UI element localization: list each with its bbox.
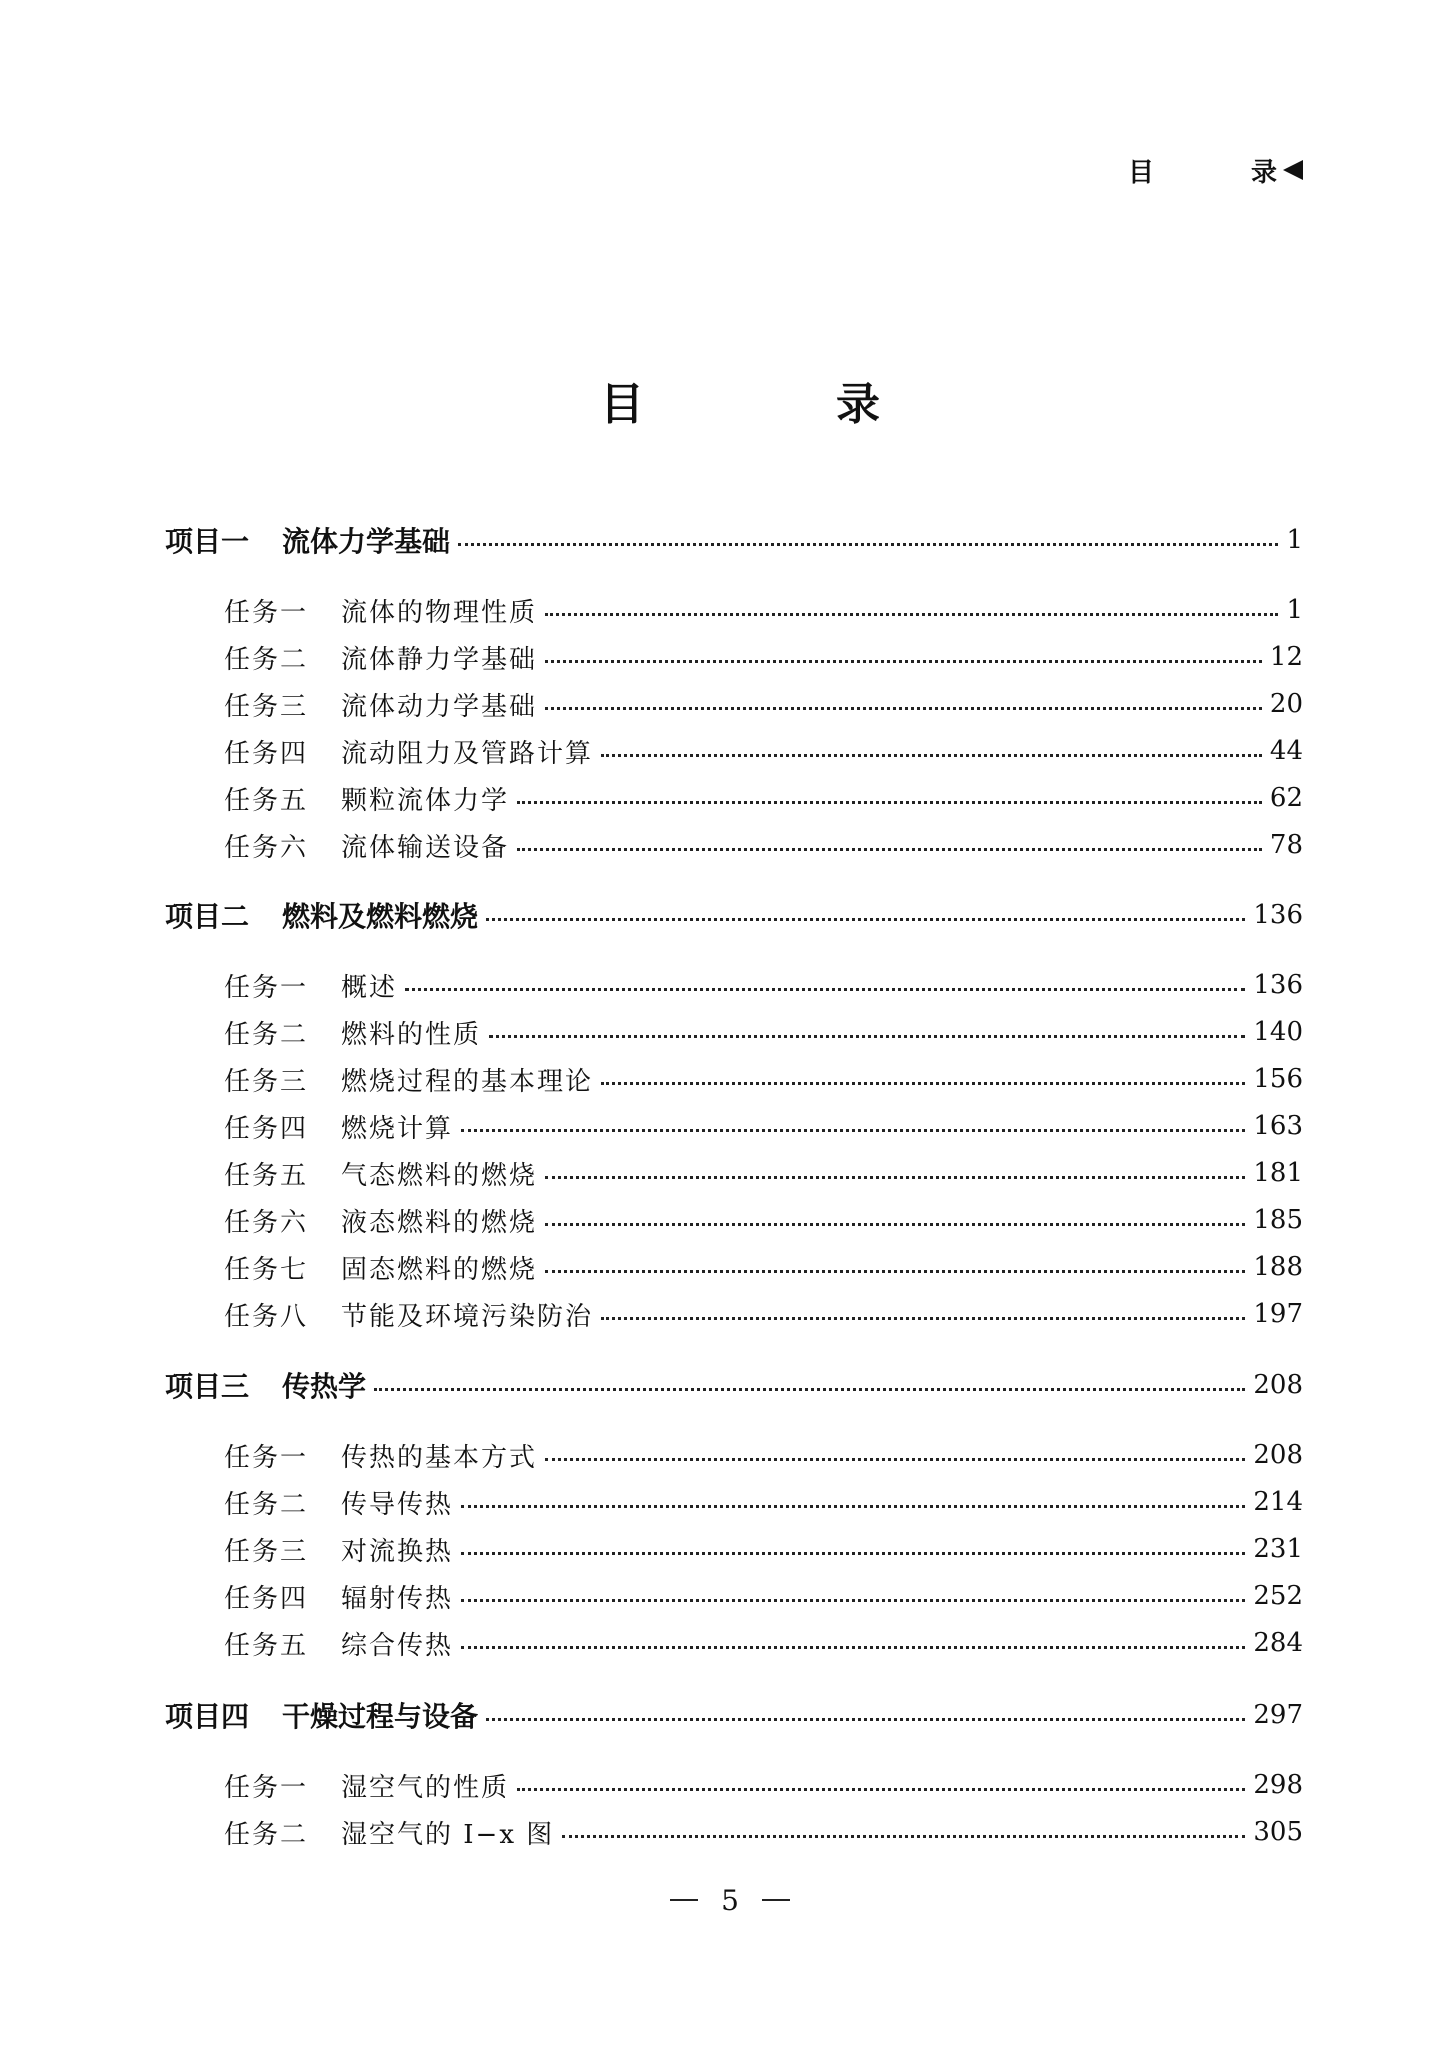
toc-leader-dots — [517, 848, 1262, 851]
toc-task-row[interactable] — [0, 1200, 1449, 1240]
toc-task-page: 208 — [1253, 1440, 1303, 1470]
toc-leader-dots — [486, 1718, 1245, 1721]
page-title-right: 录 — [836, 379, 880, 430]
toc-task-page: 185 — [1253, 1205, 1303, 1235]
toc-task-page: 20 — [1269, 689, 1303, 719]
toc-project-label — [165, 1695, 478, 1735]
page-title-left: 目 — [600, 379, 644, 430]
toc-task-number: 任务七 — [224, 1254, 309, 1285]
toc-task-title: 传热的基本方式 — [341, 1442, 538, 1473]
toc-project-page: 136 — [1253, 900, 1303, 930]
toc-leader-dots — [545, 1458, 1245, 1461]
toc-task-page: 156 — [1253, 1064, 1303, 1094]
toc-task-page: 62 — [1269, 783, 1303, 813]
toc-task-row[interactable] — [0, 1012, 1449, 1052]
toc-project-title: 干燥过程与设备 — [282, 1700, 479, 1733]
toc-task-label — [224, 1767, 509, 1804]
toc-task-title: 概述 — [341, 972, 398, 1003]
toc-task-title: 燃烧过程的基本理论 — [341, 1066, 594, 1097]
toc-project-row[interactable] — [0, 895, 1449, 935]
toc-task-label — [224, 1625, 453, 1662]
toc-task-row[interactable] — [0, 1294, 1449, 1334]
toc-task-page: 1 — [1286, 595, 1303, 625]
toc-task-label — [224, 1155, 537, 1192]
toc-task-number: 任务六 — [224, 1207, 309, 1238]
toc-task-number: 任务五 — [224, 1630, 309, 1661]
toc-task-row[interactable] — [0, 1247, 1449, 1287]
toc-task-row[interactable] — [0, 1812, 1449, 1852]
toc-leader-dots — [517, 1788, 1245, 1791]
toc-task-label — [224, 592, 537, 629]
toc-task-label — [224, 1202, 537, 1239]
page-number-value: 5 — [721, 1883, 739, 1917]
toc-task-label — [224, 733, 593, 770]
toc-task-page: 140 — [1253, 1017, 1303, 1047]
toc-project-page: 208 — [1253, 1370, 1303, 1400]
toc-task-label — [224, 967, 397, 1004]
toc-task-label — [224, 1061, 593, 1098]
toc-task-page: 12 — [1269, 642, 1303, 672]
toc-project-page: 1 — [1286, 525, 1303, 555]
toc-project-number: 项目二 — [165, 900, 250, 933]
toc-project-row[interactable] — [0, 1695, 1449, 1735]
toc-task-page: 197 — [1253, 1299, 1303, 1329]
toc-task-row[interactable] — [0, 590, 1449, 630]
toc-task-number: 任务二 — [224, 644, 309, 675]
toc-task-row[interactable] — [0, 1576, 1449, 1616]
toc-task-label — [224, 780, 509, 817]
page-title — [600, 370, 880, 430]
toc-project-number: 项目一 — [165, 525, 250, 558]
toc-task-page: 163 — [1253, 1111, 1303, 1141]
toc-task-number: 任务二 — [224, 1819, 309, 1850]
toc-task-number: 任务四 — [224, 1113, 309, 1144]
toc-task-row[interactable] — [0, 637, 1449, 677]
toc-project-page: 297 — [1253, 1700, 1303, 1730]
toc-leader-dots — [374, 1388, 1245, 1391]
toc-task-number: 任务一 — [224, 1442, 309, 1473]
running-header-left: 目 — [1128, 157, 1155, 188]
toc-leader-dots — [489, 1035, 1245, 1038]
toc-task-number: 任务一 — [224, 597, 309, 628]
toc-task-page: 214 — [1253, 1487, 1303, 1517]
toc-leader-dots — [545, 1270, 1245, 1273]
running-header-right: 录 — [1250, 157, 1277, 188]
toc-task-title: 湿空气的性质 — [341, 1772, 510, 1803]
toc-task-title: 流体静力学基础 — [341, 644, 538, 675]
toc-task-row[interactable] — [0, 778, 1449, 818]
toc-task-title: 固态燃料的燃烧 — [341, 1254, 538, 1285]
toc-leader-dots — [545, 707, 1262, 710]
toc-task-page: 44 — [1269, 736, 1303, 766]
toc-task-page: 78 — [1269, 830, 1303, 860]
toc-task-number: 任务五 — [224, 785, 309, 816]
toc-task-page: 188 — [1253, 1252, 1303, 1282]
toc-task-title: 辐射传热 — [341, 1583, 454, 1614]
toc-task-title: 流体动力学基础 — [341, 691, 538, 722]
toc-task-row[interactable] — [0, 965, 1449, 1005]
toc-task-number: 任务六 — [224, 832, 309, 863]
toc-leader-dots — [517, 801, 1262, 804]
toc-leader-dots — [405, 988, 1245, 991]
toc-task-row[interactable] — [0, 1623, 1449, 1663]
toc-project-label — [165, 520, 450, 560]
triangle-left-icon — [1283, 160, 1303, 180]
toc-project-row[interactable] — [0, 1365, 1449, 1405]
toc-task-label — [224, 1484, 453, 1521]
toc-leader-dots — [545, 660, 1262, 663]
toc-task-page: 298 — [1253, 1770, 1303, 1800]
toc-task-number: 任务二 — [224, 1019, 309, 1050]
toc-leader-dots — [601, 1317, 1245, 1320]
toc-task-page: 252 — [1253, 1581, 1303, 1611]
page-number-dash-left — [670, 1899, 698, 1901]
toc-task-number: 任务三 — [224, 1066, 309, 1097]
toc-leader-dots — [486, 918, 1245, 921]
toc-task-row[interactable] — [0, 1153, 1449, 1193]
page-number — [670, 1880, 790, 1920]
toc-leader-dots — [601, 754, 1262, 757]
running-header — [1128, 150, 1303, 190]
toc-task-title: 燃烧计算 — [341, 1113, 454, 1144]
toc-leader-dots — [461, 1646, 1245, 1649]
toc-leader-dots — [545, 1176, 1245, 1179]
toc-task-title: 颗粒流体力学 — [341, 785, 510, 816]
toc-task-number: 任务三 — [224, 691, 309, 722]
toc-task-label — [224, 1814, 554, 1851]
toc-project-row[interactable] — [0, 520, 1449, 560]
toc-task-page: 181 — [1253, 1158, 1303, 1188]
toc-task-number: 任务五 — [224, 1160, 309, 1191]
toc-task-title: 燃料的性质 — [341, 1019, 482, 1050]
toc-project-number: 项目三 — [165, 1370, 250, 1403]
toc-task-label — [224, 1108, 453, 1145]
toc-leader-dots — [545, 613, 1278, 616]
toc-project-title: 流体力学基础 — [282, 525, 451, 558]
toc-task-title: 流动阻力及管路计算 — [341, 738, 594, 769]
toc-task-number: 任务四 — [224, 738, 309, 769]
toc-task-title: 节能及环境污染防治 — [341, 1301, 594, 1332]
toc-task-number: 任务四 — [224, 1583, 309, 1614]
toc-task-label — [224, 639, 537, 676]
toc-task-label — [224, 1437, 537, 1474]
toc-task-number: 任务八 — [224, 1301, 309, 1332]
toc-task-title: 湿空气的 I−x 图 — [341, 1819, 555, 1850]
toc-leader-dots — [461, 1129, 1245, 1132]
toc-task-number: 任务三 — [224, 1536, 309, 1567]
toc-task-number: 任务二 — [224, 1489, 309, 1520]
toc-task-row[interactable] — [0, 1435, 1449, 1475]
toc-leader-dots — [461, 1552, 1245, 1555]
toc-task-title: 综合传热 — [341, 1630, 454, 1661]
toc-leader-dots — [461, 1599, 1245, 1602]
toc-leader-dots — [562, 1835, 1245, 1838]
toc-task-title: 传导传热 — [341, 1489, 454, 1520]
page-number-dash-right — [762, 1899, 790, 1901]
toc-task-title: 液态燃料的燃烧 — [341, 1207, 538, 1238]
toc-project-number: 项目四 — [165, 1700, 250, 1733]
toc-task-label — [224, 1578, 453, 1615]
toc-task-row[interactable] — [0, 1529, 1449, 1569]
toc-task-label — [224, 827, 509, 864]
toc-project-title: 燃料及燃料燃烧 — [282, 900, 479, 933]
toc-task-row[interactable] — [0, 684, 1449, 724]
toc-task-title: 流体输送设备 — [341, 832, 510, 863]
toc-task-page: 231 — [1253, 1534, 1303, 1564]
toc-task-page: 284 — [1253, 1628, 1303, 1658]
toc-task-label — [224, 1531, 453, 1568]
toc-task-title: 对流换热 — [341, 1536, 454, 1567]
toc-task-row[interactable] — [0, 1106, 1449, 1146]
toc-task-page: 136 — [1253, 970, 1303, 1000]
toc-task-page: 305 — [1253, 1817, 1303, 1847]
toc-leader-dots — [601, 1082, 1245, 1085]
toc-task-label — [224, 1014, 481, 1051]
toc-task-label — [224, 1249, 537, 1286]
toc-leader-dots — [545, 1223, 1245, 1226]
toc-task-row[interactable] — [0, 825, 1449, 865]
toc-task-row[interactable] — [0, 1482, 1449, 1522]
toc-task-label — [224, 1296, 593, 1333]
toc-task-row[interactable] — [0, 731, 1449, 771]
toc-task-label — [224, 686, 537, 723]
toc-project-label — [165, 1365, 366, 1405]
toc-task-row[interactable] — [0, 1765, 1449, 1805]
toc-project-title: 传热学 — [282, 1370, 367, 1403]
toc-task-title: 气态燃料的燃烧 — [341, 1160, 538, 1191]
toc-task-number: 任务一 — [224, 1772, 309, 1803]
toc-task-number: 任务一 — [224, 972, 309, 1003]
running-header-right-group — [1251, 152, 1303, 189]
toc-task-title: 流体的物理性质 — [341, 597, 538, 628]
toc-leader-dots — [461, 1505, 1245, 1508]
toc-leader-dots — [458, 543, 1278, 546]
toc-task-row[interactable] — [0, 1059, 1449, 1099]
toc-project-label — [165, 895, 478, 935]
